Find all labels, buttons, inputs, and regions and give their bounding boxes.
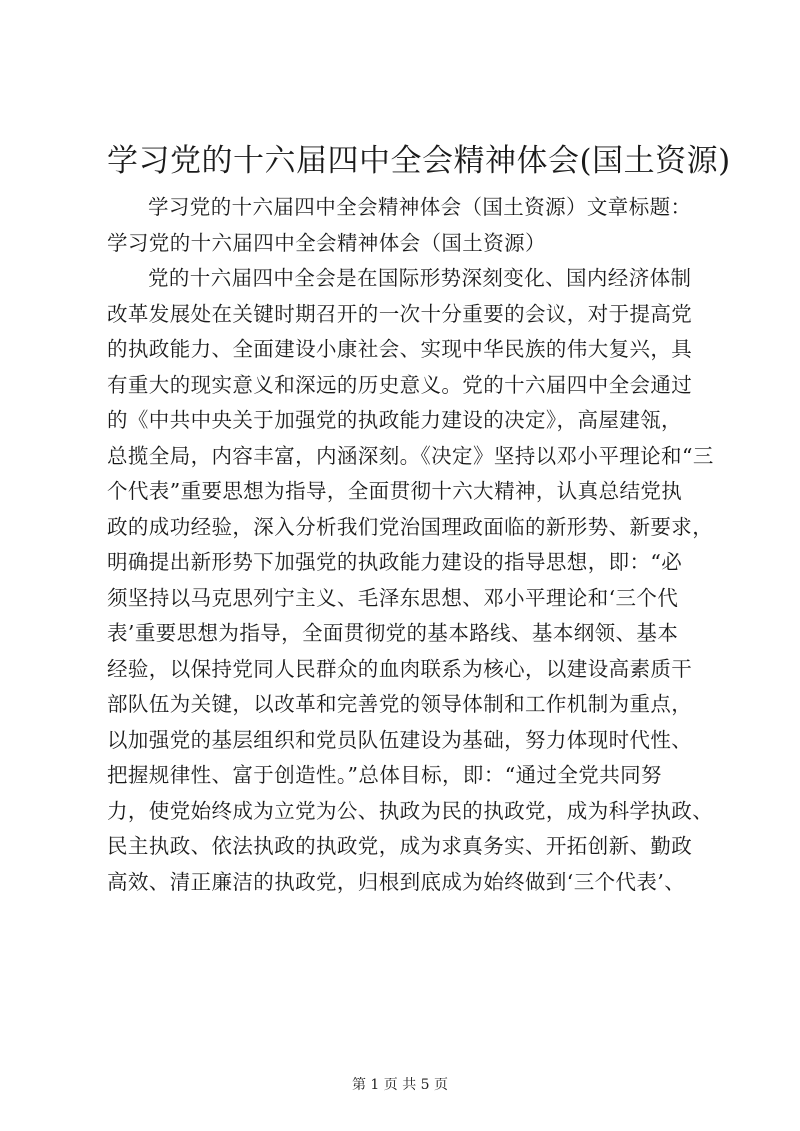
text-line: 学习党的十六届四中全会精神体会（国土资源） (107, 230, 546, 255)
text-line: 个代表”重要思想为指导，全面贯彻十六大精神，认真总结党执 (107, 479, 683, 503)
text-line: 的《中共中央关于加强党的执政能力建设的决定》，高屋建瓴， (107, 408, 682, 432)
text-line: 的执政能力、全面建设小康社会、实现中华民族的伟大复兴，具 (107, 337, 693, 361)
text-line: 民主执政、依法执政的执政党，成为求真务实、开拓创新、勤政 (107, 834, 693, 858)
text-line: 以加强党的基层组织和党员队伍建设为基础，努力体现时代性、 (107, 727, 693, 752)
text-line: 高效、清正廉洁的执政党，归根到底成为始终做到‘三个代表’、 (107, 869, 686, 894)
text-line: 把握规律性、富于创造性。”总体目标，即：“通过全党共同努 (107, 763, 662, 787)
text-line: 表’重要思想为指导，全面贯彻党的基本路线、基本纲领、基本 (107, 621, 679, 645)
text-line: 总揽全局，内容丰富，内涵深刻。《决定》坚持以邓小平理论和“三 (107, 443, 714, 468)
text-line: 部队伍为关键，以改革和完善党的领导体制和工作机制为重点， (107, 692, 693, 716)
document-title: 学习党的十六届四中全会精神体会(国土资源) (107, 143, 731, 179)
text-line: 力，使党始终成为立党为公、执政为民的执政党，成为科学执政、 (107, 798, 714, 823)
text-line: 须坚持以马克思列宁主义、毛泽东思想、邓小平理论和‘三个代 (107, 585, 679, 610)
document-body (107, 190, 717, 900)
text-line: 党的十六届四中全会是在国际形势深刻变化、国内经济体制 (148, 266, 692, 290)
text-line: 明确提出新形势下加强党的执政能力建设的指导思想，即：“必 (107, 550, 683, 574)
text-line: 学习党的十六届四中全会精神体会（国土资源）文章标题： (148, 195, 692, 219)
text-line: 政的成功经验，深入分析我们党治国理政面临的新形势、新要求， (107, 514, 714, 539)
page-footer: 第 1 页 共 5 页 (351, 1077, 449, 1093)
text-line: 改革发展处在关键时期召开的一次十分重要的会议，对于提高党 (107, 301, 693, 326)
text-line: 经验，以保持党同人民群众的血肉联系为核心，以建设高素质干 (107, 656, 693, 681)
text-line: 有重大的现实意义和深远的历史意义。党的十六届四中全会通过 (107, 372, 693, 397)
